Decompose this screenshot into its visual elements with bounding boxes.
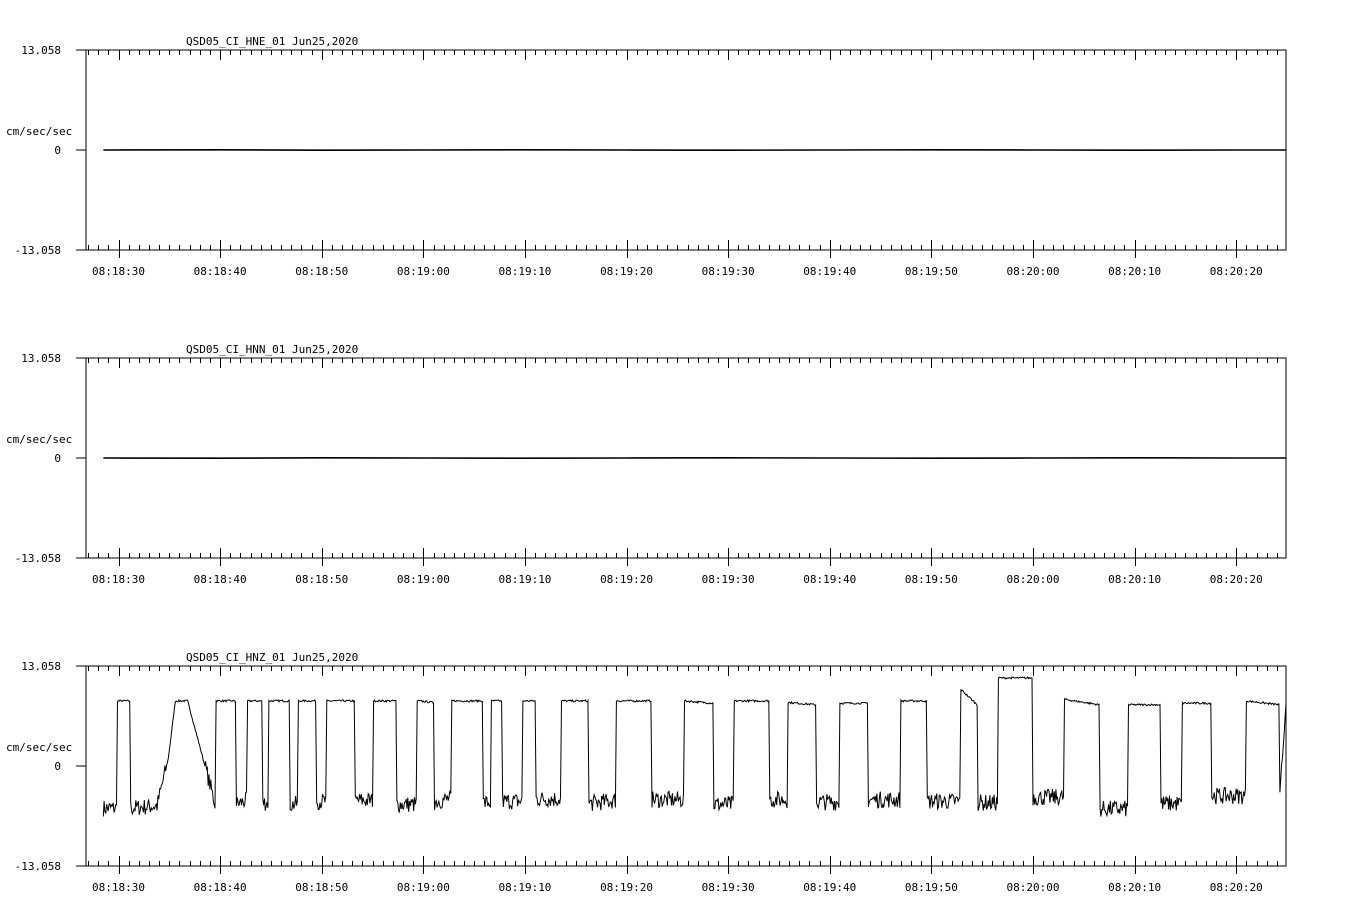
x-tick-label: 08:19:40: [803, 881, 857, 894]
waveform-line: [103, 677, 1286, 816]
y-axis-label: cm/sec/sec: [6, 433, 73, 446]
chart-panel-3: [6, 651, 1286, 894]
x-tick-label: 08:20:10: [1108, 573, 1162, 586]
y-axis-label: cm/sec/sec: [6, 741, 73, 754]
x-tick-label: 08:20:00: [1006, 265, 1060, 278]
y-tick-label: 13.058: [21, 660, 61, 673]
x-tick-label: 08:19:50: [904, 265, 958, 278]
x-tick-label: 08:19:50: [904, 881, 958, 894]
x-tick-label: 08:19:20: [600, 265, 654, 278]
plot-frame: [86, 666, 1286, 866]
x-tick-label: 08:20:20: [1209, 265, 1263, 278]
x-tick-label: 08:19:40: [803, 265, 857, 278]
x-tick-label: 08:20:00: [1006, 573, 1060, 586]
x-tick-label: 08:18:50: [295, 265, 349, 278]
y-tick-label: 0: [54, 144, 61, 157]
y-tick-label: 13.058: [21, 352, 61, 365]
x-tick-label: 08:20:10: [1108, 265, 1162, 278]
y-tick-label: 13.058: [21, 44, 61, 57]
chart-title: QSD05_CI_HNN_01 Jun25,2020: [186, 343, 359, 356]
x-tick-label: 08:19:10: [498, 881, 552, 894]
x-tick-label: 08:19:50: [904, 573, 958, 586]
y-tick-label: 0: [54, 760, 61, 773]
y-axis-label: cm/sec/sec: [6, 125, 73, 138]
x-tick-label: 08:19:00: [396, 881, 450, 894]
x-tick-label: 08:19:30: [701, 573, 755, 586]
y-tick-label: -13.058: [14, 860, 61, 873]
x-tick-label: 08:19:40: [803, 573, 857, 586]
x-tick-label: 08:19:00: [396, 573, 450, 586]
x-tick-label: 08:18:50: [295, 573, 349, 586]
chart-title: QSD05_CI_HNE_01 Jun25,2020: [186, 35, 359, 48]
x-tick-label: 08:18:30: [92, 881, 146, 894]
x-tick-label: 08:19:20: [600, 881, 654, 894]
x-tick-label: 08:19:10: [498, 265, 552, 278]
x-tick-label: 08:19:10: [498, 573, 552, 586]
x-tick-label: 08:19:30: [701, 881, 755, 894]
x-tick-label: 08:18:30: [92, 265, 146, 278]
x-tick-label: 08:18:40: [193, 265, 247, 278]
x-tick-label: 08:19:00: [396, 265, 450, 278]
x-tick-label: 08:20:00: [1006, 881, 1060, 894]
x-tick-label: 08:20:20: [1209, 573, 1263, 586]
x-tick-label: 08:18:40: [193, 573, 247, 586]
x-tick-label: 08:18:30: [92, 573, 146, 586]
x-tick-label: 08:20:20: [1209, 881, 1263, 894]
chart-panel-2: [6, 343, 1286, 586]
x-tick-label: 08:20:10: [1108, 881, 1162, 894]
y-tick-label: -13.058: [14, 552, 61, 565]
x-tick-label: 08:19:30: [701, 265, 755, 278]
y-tick-label: -13.058: [14, 244, 61, 257]
y-tick-label: 0: [54, 452, 61, 465]
chart-panel-1: [6, 35, 1286, 278]
x-tick-label: 08:19:20: [600, 573, 654, 586]
x-tick-label: 08:18:50: [295, 881, 349, 894]
x-tick-label: 08:18:40: [193, 881, 247, 894]
chart-title: QSD05_CI_HNZ_01 Jun25,2020: [186, 651, 359, 664]
